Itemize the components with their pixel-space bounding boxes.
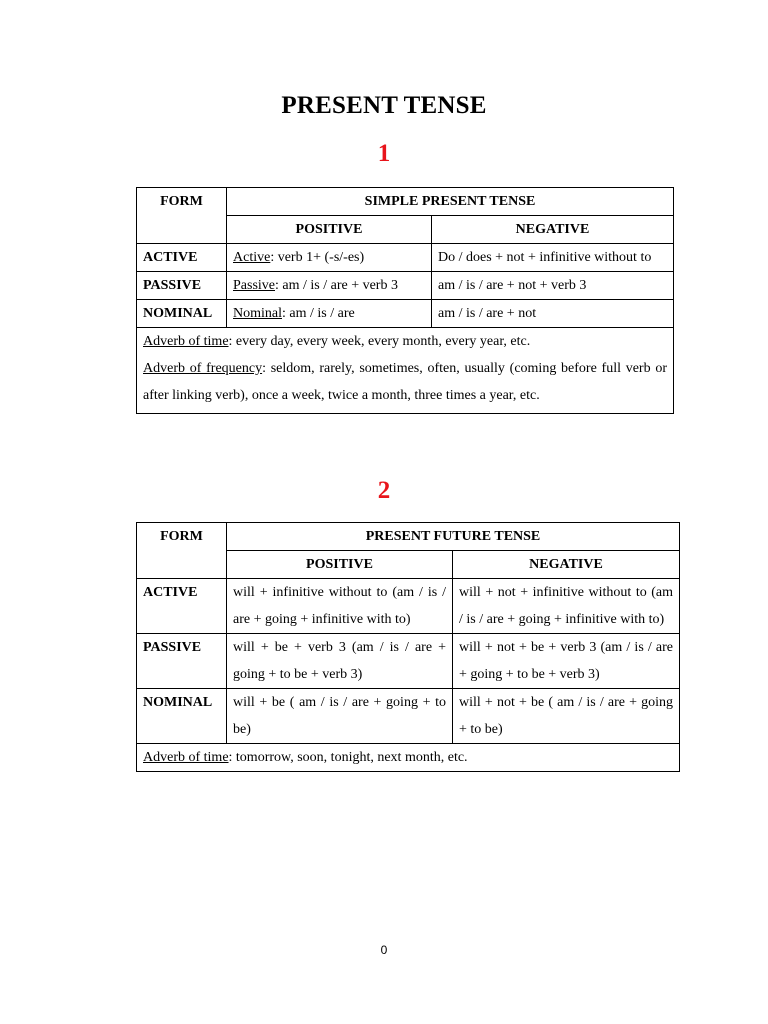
table-row [137, 300, 674, 328]
positive-prefix: Passive [233, 278, 275, 293]
negative-cell: will + not + be + verb 3 (am / is / are + going + to be + verb 3) [453, 634, 680, 689]
positive-prefix: Active [233, 250, 271, 265]
negative-header: NEGATIVE [453, 551, 680, 579]
adverb-time-label: Adverb of time [143, 334, 229, 349]
table-header-row [137, 523, 680, 551]
negative-cell: will + not + be ( am / is / are + going + to be) [453, 689, 680, 744]
row-label-active: ACTIVE [137, 579, 227, 634]
negative-cell: Do / does + not + infinitive without to [432, 244, 674, 272]
adverb-row [137, 744, 680, 772]
positive-text: : am / is / are [282, 306, 355, 321]
positive-prefix: Nominal [233, 306, 282, 321]
page-number: 0 [380, 943, 388, 957]
adverb-frequency-text: : seldom, rarely, sometimes, often, usually (coming before full verb or after linking verb), once a week, twice a month, three times a year, etc. [143, 361, 667, 403]
positive-text: : am / is / are + verb 3 [275, 278, 398, 293]
adverb-row [137, 328, 674, 414]
positive-cell [227, 272, 432, 300]
adverb-cell [137, 744, 680, 772]
positive-cell: will + be + verb 3 (am / is / are + going + to be + verb 3) [227, 634, 453, 689]
positive-cell: will + be ( am / is / are + going + to be) [227, 689, 453, 744]
table-row [137, 272, 674, 300]
adverb-time-label: Adverb of time [143, 750, 229, 765]
tense-title-header: SIMPLE PRESENT TENSE [227, 188, 674, 216]
adverb-of-time [143, 328, 667, 355]
form-header: FORM [137, 523, 227, 579]
positive-cell: will + infinitive without to (am / is / are + going + infinitive with to) [227, 579, 453, 634]
section-number-2: 2 [377, 477, 391, 504]
table-row [137, 244, 674, 272]
adverb-cell [137, 328, 674, 414]
table-row [137, 689, 680, 744]
row-label-active: ACTIVE [137, 244, 227, 272]
positive-header: POSITIVE [227, 551, 453, 579]
negative-cell: am / is / are + not + verb 3 [432, 272, 674, 300]
row-label-passive: PASSIVE [137, 634, 227, 689]
table-row [137, 634, 680, 689]
row-label-nominal: NOMINAL [137, 300, 227, 328]
adverb-frequency-label: Adverb of frequency [143, 361, 263, 376]
table-header-row [137, 188, 674, 216]
adverb-of-frequency [143, 355, 667, 409]
positive-cell [227, 244, 432, 272]
negative-cell: am / is / are + not [432, 300, 674, 328]
adverb-time-text: : every day, every week, every month, every year, etc. [228, 334, 531, 349]
negative-header: NEGATIVE [432, 216, 674, 244]
row-label-passive: PASSIVE [137, 272, 227, 300]
simple-present-table [136, 187, 674, 414]
table-row [137, 579, 680, 634]
positive-header: POSITIVE [227, 216, 432, 244]
page-title: PRESENT TENSE [281, 92, 487, 119]
row-label-nominal: NOMINAL [137, 689, 227, 744]
positive-text: : verb 1+ (-s/-es) [270, 250, 365, 265]
positive-cell [227, 300, 432, 328]
form-header: FORM [137, 188, 227, 244]
adverb-time-text: : tomorrow, soon, tonight, next month, etc. [228, 750, 468, 765]
negative-cell: will + not + infinitive without to (am / is / are + going + infinitive with to) [453, 579, 680, 634]
present-future-table [136, 522, 680, 772]
tense-title-header: PRESENT FUTURE TENSE [227, 523, 680, 551]
section-number-1: 1 [377, 140, 391, 167]
